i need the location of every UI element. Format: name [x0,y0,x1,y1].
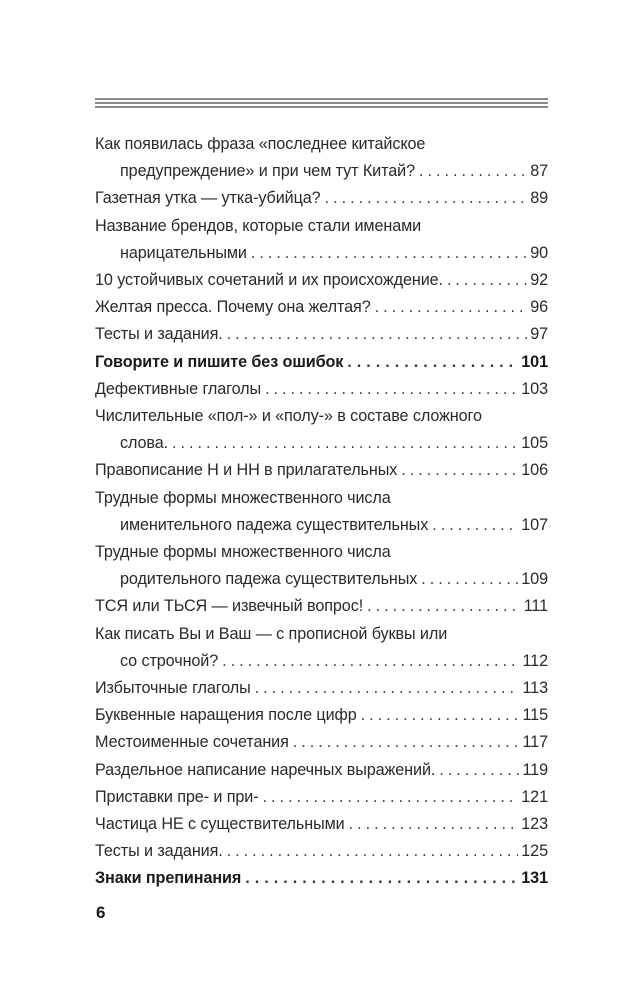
toc-section-page: 131 [521,869,548,888]
toc-entry[interactable] [95,403,548,457]
dot-leader [255,675,520,702]
toc-entry[interactable] [95,838,548,865]
toc-entry-title-line: со строчной? [120,651,219,670]
toc-entry[interactable] [95,131,548,185]
rule-line [95,102,548,104]
toc-entry-page: 119 [522,760,548,779]
toc-entry-page: 90 [530,243,548,262]
toc-entry-title-line: нарицательными [120,243,247,262]
toc-entry[interactable] [95,757,548,784]
toc-entry[interactable] [95,321,548,348]
toc-entry-title-line: Числительные «пол-» и «полу-» в составе сложного [95,407,482,426]
toc-entry-title: Правописание Н и НН в прилагательных [95,461,398,480]
dot-leader [439,757,519,784]
toc-entry-title: Буквенные наращения после цифр [95,706,357,725]
toc-entry[interactable] [95,376,548,403]
toc-entry-title: Местоименные сочетания [95,733,289,752]
toc-entry[interactable] [95,267,548,294]
dot-leader [222,648,519,675]
toc-entry-page: 117 [522,733,548,752]
toc-entry-page: 103 [521,379,548,398]
toc-entry-page: 92 [530,271,548,290]
dot-leader [375,294,528,321]
dot-leader [172,430,518,457]
toc-entry-page: 121 [521,787,548,806]
dot-leader [432,512,518,539]
toc-entry[interactable] [95,729,548,756]
toc-entry-page: 106 [521,461,548,480]
toc-entry[interactable] [95,593,548,620]
toc-entry-title: Газетная утка — утка-убийца? [95,189,321,208]
toc-entry[interactable] [95,675,548,702]
toc-entry-title: Тесты и задания. [95,325,223,344]
toc-entry[interactable] [95,621,548,675]
dot-leader [447,267,527,294]
toc-entry[interactable] [95,539,548,593]
toc-entry-page: 113 [522,679,548,698]
toc-entry-title: Дефективные глаголы [95,379,262,398]
dot-leader [421,566,518,593]
toc-entry-page: 89 [530,189,548,208]
dot-leader [325,185,528,212]
toc-entry-title: Тесты и задания. [95,842,223,861]
toc-entry-title: Желтая пресса. Почему она желтая? [95,298,371,317]
toc-section-title: Говорите и пишите без ошибок [95,352,344,371]
toc-entry-page: 105 [521,434,548,453]
toc-entry-page: 111 [523,597,548,616]
dot-leader [361,702,520,729]
toc-section-heading[interactable] [95,349,548,376]
toc-entry-title: Раздельное написание наречных выражений. [95,760,436,779]
toc-entry-page: 96 [530,298,548,317]
toc-entry-title-line: Название брендов, которые стали именами [95,216,422,235]
toc-entry-page: 123 [521,815,548,834]
toc-entry[interactable] [95,485,548,539]
toc-section-page: 101 [521,352,548,371]
toc-entry-title: 10 устойчивых сочетаний и их происхождение. [95,271,443,290]
toc-entry-page: 125 [521,842,548,861]
toc-entry-title-line: слова. [120,434,169,453]
toc-entry[interactable] [95,457,548,484]
toc-entry[interactable] [95,702,548,729]
toc-entry-title: Частица НЕ с существительными [95,815,345,834]
toc-entry-title-line: Трудные формы множественного числа [95,543,391,562]
toc-entry[interactable] [95,213,548,267]
toc-entry-title: Избыточные глаголы [95,679,251,698]
page-number: 6 [96,903,106,922]
dot-leader [347,349,518,376]
toc-entry-title-line: родительного падежа существительных [120,570,418,589]
toc-entry-title-line: Как появилась фраза «последнее китайское [95,135,426,153]
dot-leader [265,376,518,403]
toc-entry-page: 112 [522,651,548,670]
toc-entry-title: ТСЯ или ТЬСЯ — извечный вопрос! [95,597,364,616]
toc-entry[interactable] [95,811,548,838]
rule-line [95,106,548,108]
toc-entry-page: 109 [521,570,548,589]
toc-entry[interactable] [95,784,548,811]
toc-entry[interactable] [95,185,548,212]
toc-section-title: Знаки препинания [95,869,242,888]
toc-entry-title-line: Как писать Вы и Ваш — с прописной буквы или [95,624,448,643]
table-of-contents [95,131,548,893]
toc-entry-page: 115 [522,706,548,725]
toc-entry-title-line: именительного падежа существительных [120,515,429,534]
dot-leader [263,784,519,811]
toc-entry-page: 87 [530,162,548,181]
rule-line [95,98,548,100]
dot-leader [245,865,518,892]
toc-entry-page: 107 [521,515,548,534]
header-rule [95,98,548,108]
dot-leader [227,838,519,865]
toc-section-heading[interactable] [95,865,548,892]
dot-leader [367,593,521,620]
toc-entry[interactable] [95,294,548,321]
dot-leader [401,457,518,484]
dot-leader [293,729,520,756]
dot-leader [419,158,527,185]
dot-leader [251,240,527,267]
dot-leader [349,811,519,838]
dot-leader [227,321,528,348]
toc-entry-page: 97 [530,325,548,344]
toc-entry-title: Приставки пре- и при- [95,787,259,806]
toc-entry-title-line: предупреждение» и при чем тут Китай? [120,162,415,181]
toc-entry-title-line: Трудные формы множественного числа [95,488,391,507]
